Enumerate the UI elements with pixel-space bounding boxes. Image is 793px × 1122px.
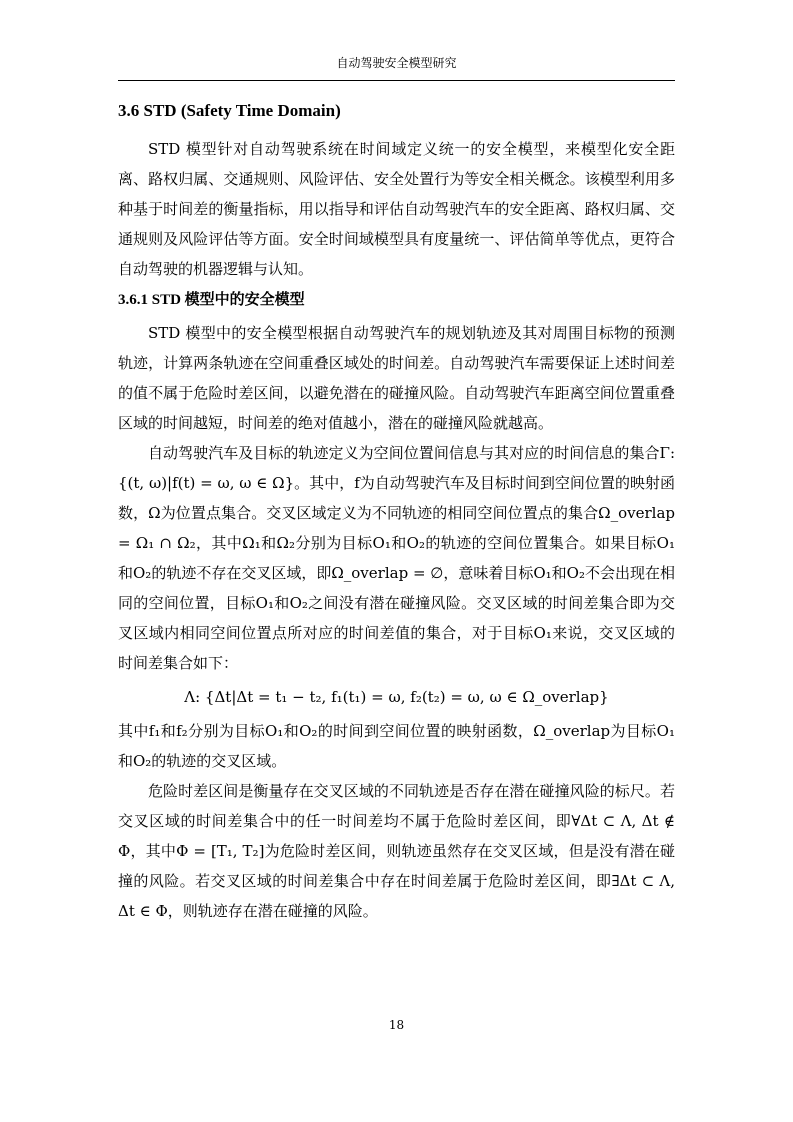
page-number: 18 <box>388 1018 405 1032</box>
intro-paragraph: STD 模型针对自动驾驶系统在时间域定义统一的安全模型，来模型化安全距离、路权归属、交通规则、风险评估、安全处置行为等安全相关概念。该模型利用多种基于时间差的衡量指标，用以指导和评估自动驾驶汽车的安全距离、路权归属、交通规则及风险评估等方面。安全时间域模型具有度量统一、评估简单等优点，更符合自动驾驶的机器逻辑与认知。 <box>118 140 675 278</box>
main-content <box>118 98 675 926</box>
header-rule <box>118 80 675 81</box>
subsection-title: 3.6.1 STD 模型中的安全模型 <box>118 292 305 308</box>
paragraph-trajectory-definition: 自动驾驶汽车及目标的轨迹定义为空间位置间信息与其对应的时间信息的集合Γ: {(t, ω)|f(t) = ω, ω ∈ Ω}。其中，f为自动驾驶汽车及目标时间到空间位置的映射函数，Ω为位置点集合。交叉区域定义为不同轨迹的相同空间位置点的集合Ω_overlap = Ω₁ ∩ Ω₂，其中Ω₁和Ω₂分别为目标O₁和O₂的轨迹的空间位置集合。如果目标O₁和O₂的轨迹不存在交叉区域，即Ω_overlap = ∅，意味着目标O₁和O₂不会出现在相同的空间位置，目标O₁和O₂之间没有潜在碰撞风险。交叉区域的时间差集合即为交叉区域内相同空间位置点所对应的时间差值的集合，对于目标O₁来说，交叉区域的时间差集合如下： <box>118 444 675 672</box>
time-difference-formula: Λ: {Δt|Δt = t₁ − t₂, f₁(t₁) = ω, f₂(t₂) = ω, ω ∈ Ω_overlap} <box>184 688 609 706</box>
paragraph-formula-explanation: 其中f₁和f₂分别为目标O₁和O₂的时间到空间位置的映射函数，Ω_overlap为目标O₁和O₂的轨迹的交叉区域。 <box>118 722 675 770</box>
paragraph-danger-interval: 危险时差区间是衡量存在交叉区域的不同轨迹是否存在潜在碰撞风险的标尺。若交叉区域的时间差集合中的任一时间差均不属于危险时差区间，即∀Δt ⊂ Λ, Δt ∉ Φ，其中Φ = [T₁, T₂]为危险时差区间，则轨迹虽然存在交叉区域，但是没有潜在碰撞的风险。若交叉区域的时间差集合中存在时间差属于危险时差区间，即∃Δt ⊂ Λ, Δt ∈ Φ，则轨迹存在潜在碰撞的风险。 <box>118 782 675 920</box>
running-header: 自动驾驶安全模型研究 <box>336 56 457 70</box>
section-title: 3.6 STD (Safety Time Domain) <box>118 101 341 120</box>
paragraph-safety-model: STD 模型中的安全模型根据自动驾驶汽车的规划轨迹及其对周围目标物的预测轨迹，计算两条轨迹在空间重叠区域处的时间差。自动驾驶汽车需要保证上述时间差的值不属于危险时差区间，以避免潜在的碰撞风险。自动驾驶汽车距离空间位置重叠区域的时间越短，时间差的绝对值越小，潜在的碰撞风险就越高。 <box>118 324 675 432</box>
